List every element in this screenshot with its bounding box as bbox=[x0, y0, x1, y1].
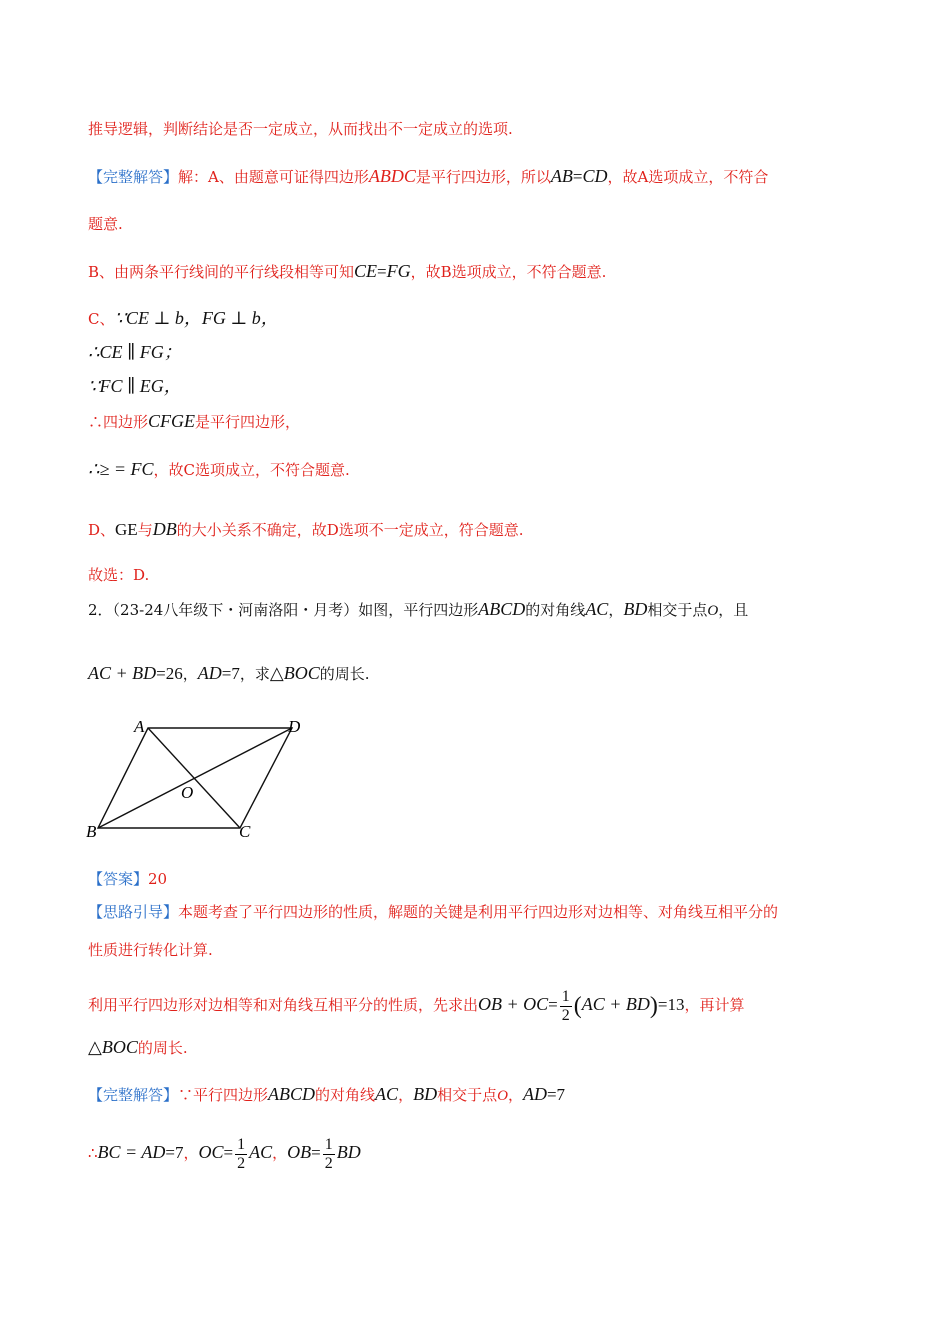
text-line: 题意. bbox=[88, 215, 123, 233]
solution-tag: 【完整解答】 bbox=[88, 168, 179, 186]
solution-line: ∴BC = AD=7，OC= $\frac{1}{2}$ AC，OB= $\frac{1}{2}$ BD bbox=[88, 1135, 361, 1172]
label-c: C bbox=[239, 822, 251, 841]
guide-line: 【思路引导】本题考查了平行四边形的性质，解题的关键是利用平行四边形对边相等、对角线互相平分的 bbox=[88, 903, 779, 921]
text-line: 【完整解答】解：A、由题意可证得四边形ABDC是平行四边形，所以AB=CD，故A选项成立，不符合 bbox=[88, 166, 769, 186]
label-b: B bbox=[86, 822, 97, 841]
label-o: O bbox=[181, 783, 194, 802]
fraction: $\frac{1}{2}$ bbox=[324, 1135, 333, 1172]
answer-line bbox=[88, 867, 167, 891]
fraction: $\frac{1}{2}$ bbox=[237, 1135, 246, 1172]
text-line: ∴四边形CFGE是平行四边形， bbox=[88, 411, 301, 431]
guide-tag: 【思路引导】 bbox=[88, 903, 179, 921]
text-line: 故选：D. bbox=[88, 566, 150, 584]
answer-tag: 【答案】 bbox=[88, 870, 149, 888]
diagonal-bd bbox=[98, 728, 292, 828]
guide-line: 性质进行转化计算. bbox=[88, 941, 213, 959]
text-line: C、∵CE ⊥ b，FG ⊥ b， bbox=[88, 308, 279, 328]
label-a: A bbox=[134, 717, 145, 736]
guide-line: △BOC的周长. bbox=[88, 1037, 188, 1057]
guide-line: 利用平行四边形对边相等和对角线互相平分的性质，先求出OB + OC= $\frac{1}{2}$ (AC + BD)=13，再计算 bbox=[88, 987, 745, 1024]
solution-tag: 【完整解答】 bbox=[88, 1086, 179, 1104]
text-line: 推导逻辑，判断结论是否一定成立，从而找出不一定成立的选项. bbox=[88, 120, 513, 138]
answer-value: 20 bbox=[148, 870, 168, 888]
fraction: $\frac{1}{2}$ bbox=[561, 987, 570, 1024]
label-d: D bbox=[288, 717, 301, 736]
question-2-cont: AC + BD=26，AD=7，求△BOC的周长. bbox=[88, 663, 370, 683]
text-line: D、GE与DB的大小关系不确定，故D选项不一定成立，符合题意. bbox=[88, 519, 524, 539]
text-line: ∵FC ∥ EG， bbox=[88, 376, 182, 396]
solution-line: 【完整解答】∵平行四边形ABCD的对角线AC，BD相交于点O，AD=7 bbox=[88, 1084, 566, 1104]
text-line: B、由两条平行线间的平行线段相等可知CE=FG，故B选项成立，不符合题意. bbox=[88, 261, 607, 281]
text-line: ∴≥ = FC，故C选项成立，不符合题意. bbox=[88, 459, 350, 479]
text-line: ∴CE ∥ FG； bbox=[88, 342, 182, 362]
parallelogram-figure bbox=[80, 712, 320, 844]
question-2: 2．（23-24八年级下・河南洛阳・月考）如图，平行四边形ABCD的对角线AC，BD相交于点O，且 bbox=[88, 599, 749, 619]
